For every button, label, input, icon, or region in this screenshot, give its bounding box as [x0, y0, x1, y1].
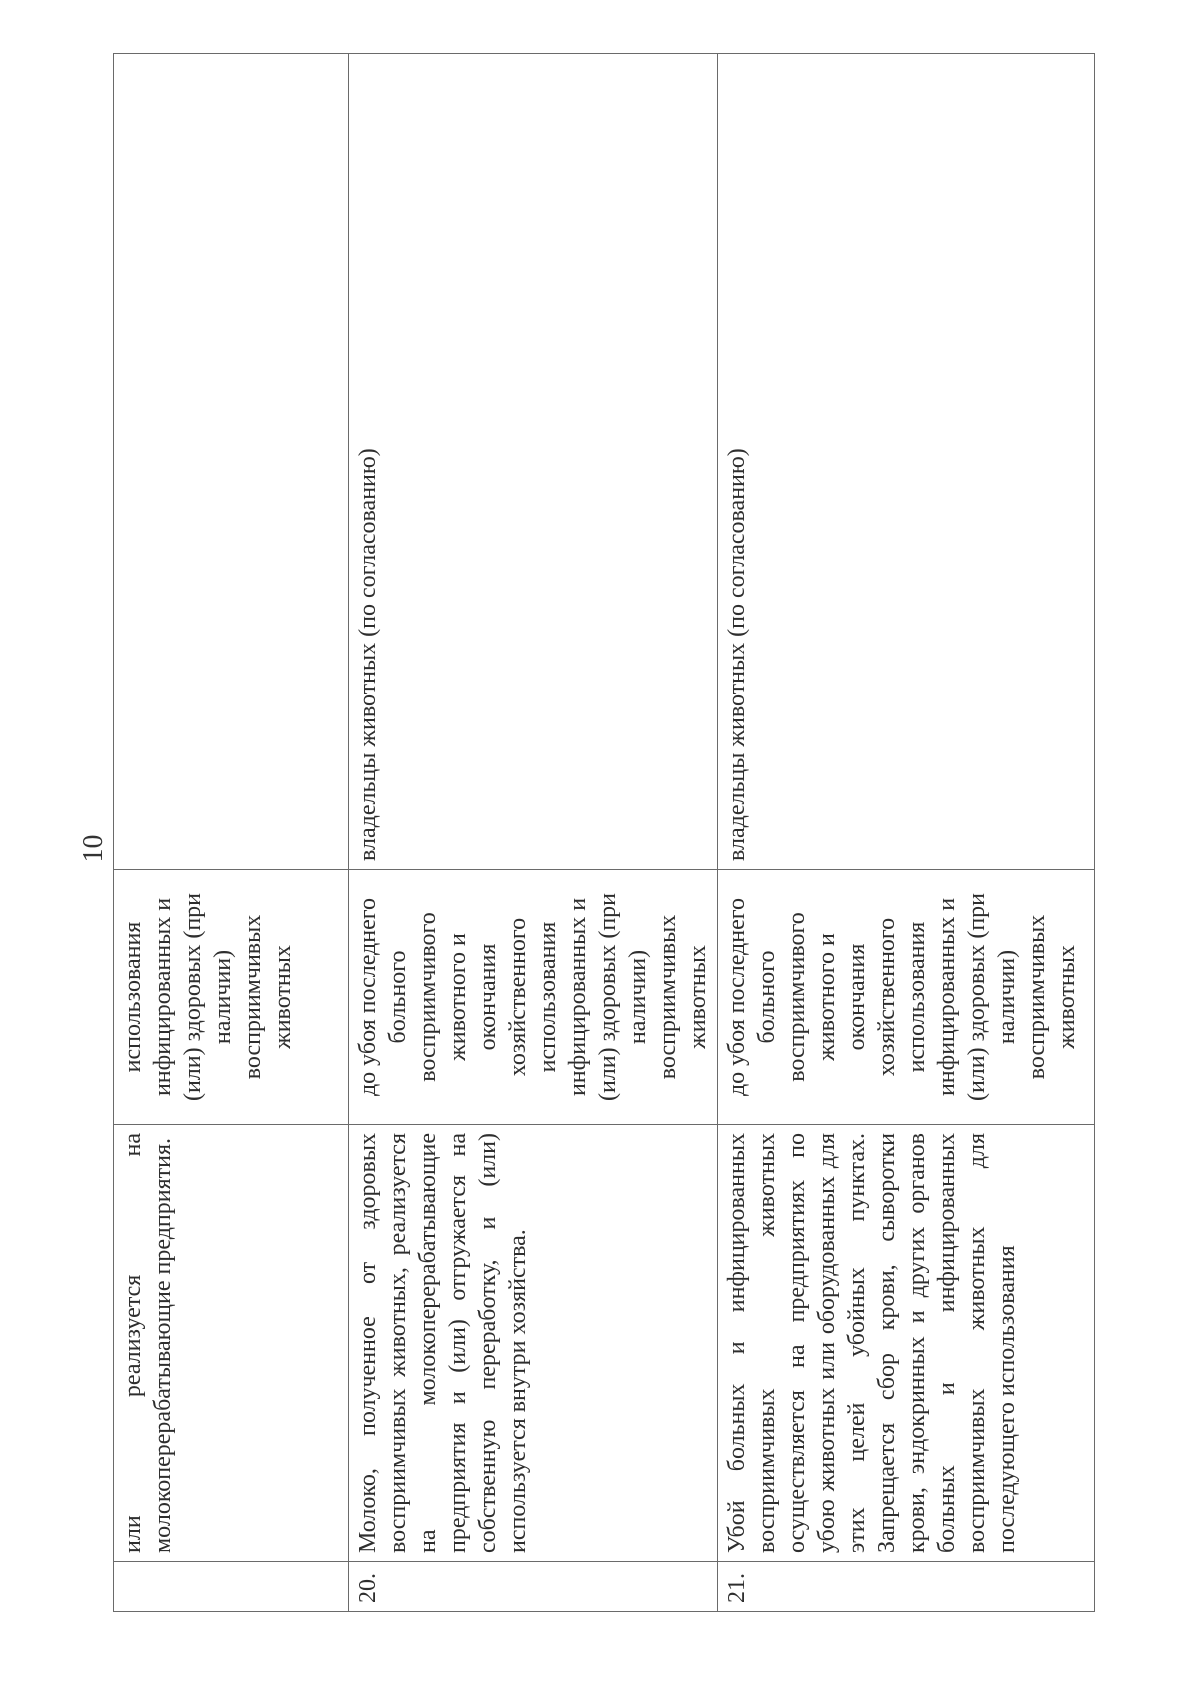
- table-row: [114, 54, 349, 1612]
- term-cell: до убоя последнего больного восприимчивого животного и окончания хозяйственного использования инфицированных и (или) здоровых (при наличии) восприимчивых животных: [718, 870, 1095, 1125]
- row-number: 20.: [349, 1562, 718, 1612]
- measure-cell: Убой больных и инфицированных восприимчивых животных осуществляется на предприятиях по убою животных или оборудованных для этих целей убойных пунктах. Запрещается сбор крови, сыворотки крови, эндокринных и других органов больных и инфицированных восприимчивых животных для последующего использования: [718, 1125, 1095, 1562]
- term-cell: использования инфицированных и (или) здоровых (при наличии) восприимчивых животных: [114, 870, 349, 1125]
- row-number: 21.: [718, 1562, 1095, 1612]
- executor-cell: [114, 54, 349, 870]
- executor-cell: владельцы животных (по согласованию): [349, 54, 718, 870]
- term-cell: до убоя последнего больного восприимчивого животного и окончания хозяйственного использования инфицированных и (или) здоровых (при наличии) восприимчивых животных: [349, 870, 718, 1125]
- measure-cell: Молоко, полученное от здоровых восприимчивых животных, реализуется на молокоперерабатывающие предприятия и (или) отгружается на собственную переработку, и (или) используется внутри хозяйства.: [349, 1125, 718, 1562]
- executor-cell: владельцы животных (по согласованию): [718, 54, 1095, 870]
- page-number: 10: [78, 834, 109, 863]
- measure-cell: или реализуется на молокоперерабатывающие предприятия.: [114, 1125, 349, 1562]
- row-number: [114, 1562, 349, 1612]
- measures-table: [113, 53, 1095, 1612]
- table-row: [718, 54, 1095, 1612]
- table-row: [349, 54, 718, 1612]
